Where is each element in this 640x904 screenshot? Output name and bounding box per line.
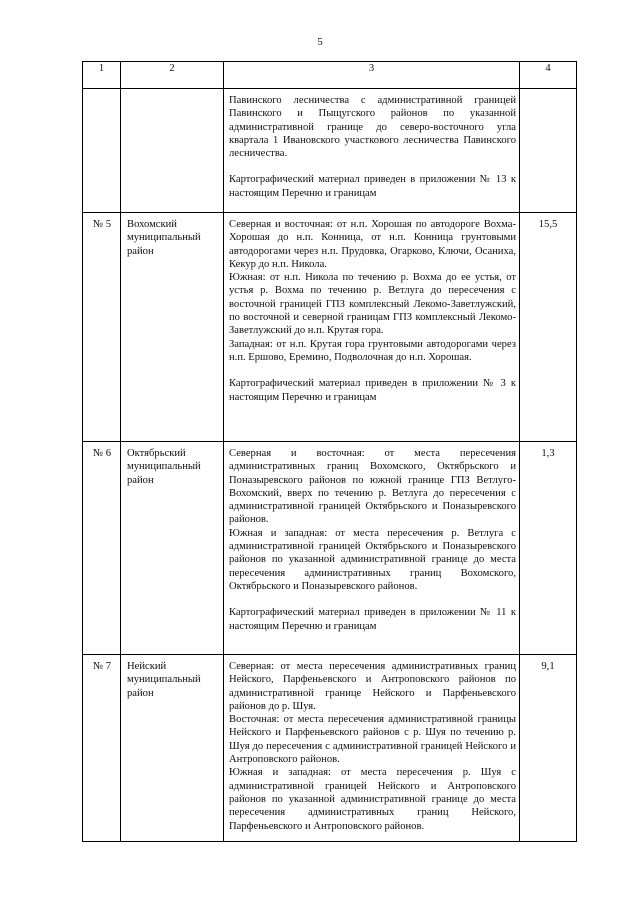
table-row bbox=[83, 442, 577, 655]
territory-table bbox=[82, 61, 577, 842]
boundary-paragraph: Северная: от места пересечения административных границ Нейского, Парфеньевского и Антроповского районов по административной границе Нейского и Парфеньевского районов до р. Шуя. bbox=[229, 661, 516, 712]
boundary-paragraph: Западная: от н.п. Крутая гора грунтовыми автодорогами через н.п. Ершово, Еремино, Подволочная до н.п. Хорошая. bbox=[229, 338, 516, 363]
boundary-paragraph: Южная и западная: от места пересечения р. Шуя с административной границей Нейского и Антроповского районов по указанной административной границе до места пересечения административных границ Нейского, Парфеньевского и Антроповского районов. bbox=[229, 767, 516, 832]
column-header: 4 bbox=[520, 62, 577, 89]
area-value: 15,5 bbox=[520, 213, 577, 442]
boundary-paragraph: Южная и западная: от места пересечения р. Ветлуга с административной границей Октябрьского и Поназыревского районов по указанной административной границе до места пересечения административных границ Вохомского, Октябрьского и Поназыревского районов. bbox=[229, 527, 516, 592]
district-name: Октябрьский муниципальный район bbox=[121, 442, 224, 655]
map-reference-note: Картографический материал приведен в приложении № 3 к настоящим Перечню и границам bbox=[229, 378, 516, 403]
column-header: 3 bbox=[224, 62, 520, 89]
table-row bbox=[83, 89, 577, 213]
area-value: 1,3 bbox=[520, 442, 577, 655]
map-reference-note: Картографический материал приведен в приложении № 13 к настоящим Перечню и границам bbox=[229, 174, 516, 199]
table-header-row bbox=[83, 62, 577, 89]
boundary-description bbox=[224, 655, 520, 842]
map-reference-note: Картографический материал приведен в приложении № 11 к настоящим Перечню и границам bbox=[229, 607, 516, 632]
district-name: Вохомский муниципальный район bbox=[121, 213, 224, 442]
boundary-paragraph: Восточная: от места пересечения административной границы Нейского и Парфеньевского районов с р. Шуя по течению р. Шуя до пересечения с административной границей Нейского и Антроповского районов. bbox=[229, 714, 516, 766]
boundary-paragraph: Павинского лесничества с административной границей Павинского и Пыщугского районов по указанной административной границе до северо-восточного угла квартала 1 Ивановского участкового лесничества Павинского лесничества. bbox=[229, 95, 516, 160]
boundary-paragraph: Северная и восточная: от н.п. Хорошая по автодороге Вохма-Хорошая до н.п. Конница, от н.п. Конница грунтовыми автодорогами через н.п. Прудовка, Огарково, Ключи, Осаниха, Кекур до н.п. Никола. bbox=[229, 219, 516, 270]
table-row bbox=[83, 213, 577, 442]
column-header: 1 bbox=[83, 62, 121, 89]
area-value bbox=[520, 89, 577, 213]
table-row bbox=[83, 655, 577, 842]
boundary-description bbox=[224, 89, 520, 213]
district-name: Нейский муниципальный район bbox=[121, 655, 224, 842]
boundary-description bbox=[224, 442, 520, 655]
column-header: 2 bbox=[121, 62, 224, 89]
page-number: 5 bbox=[317, 36, 323, 48]
row-number bbox=[83, 89, 121, 213]
boundary-paragraph: Северная и восточная: от места пересечения административных границ Вохомского, Октябрьского и Поназыревского районов по южной границе ГПЗ Ветлуго-Вохомский, вверх по течению р. Ветлуга до пересечения с административной границей Октябрьского и Поназыревского районов. bbox=[229, 448, 516, 526]
row-number: № 7 bbox=[83, 655, 121, 842]
row-number: № 5 bbox=[83, 213, 121, 442]
area-value: 9,1 bbox=[520, 655, 577, 842]
row-number: № 6 bbox=[83, 442, 121, 655]
district-name bbox=[121, 89, 224, 213]
boundary-paragraph: Южная: от н.п. Никола по течению р. Вохма до ее устья, от устья р. Вохма по течению р. Ветлуга до пересечения с восточной границей ГПЗ комплексный Лекомо-Заветлужский, по восточной и северной границам ГПЗ комплексный Лекомо-Заветлужский до н.п. Крутая гора. bbox=[229, 272, 516, 337]
boundary-description bbox=[224, 213, 520, 442]
